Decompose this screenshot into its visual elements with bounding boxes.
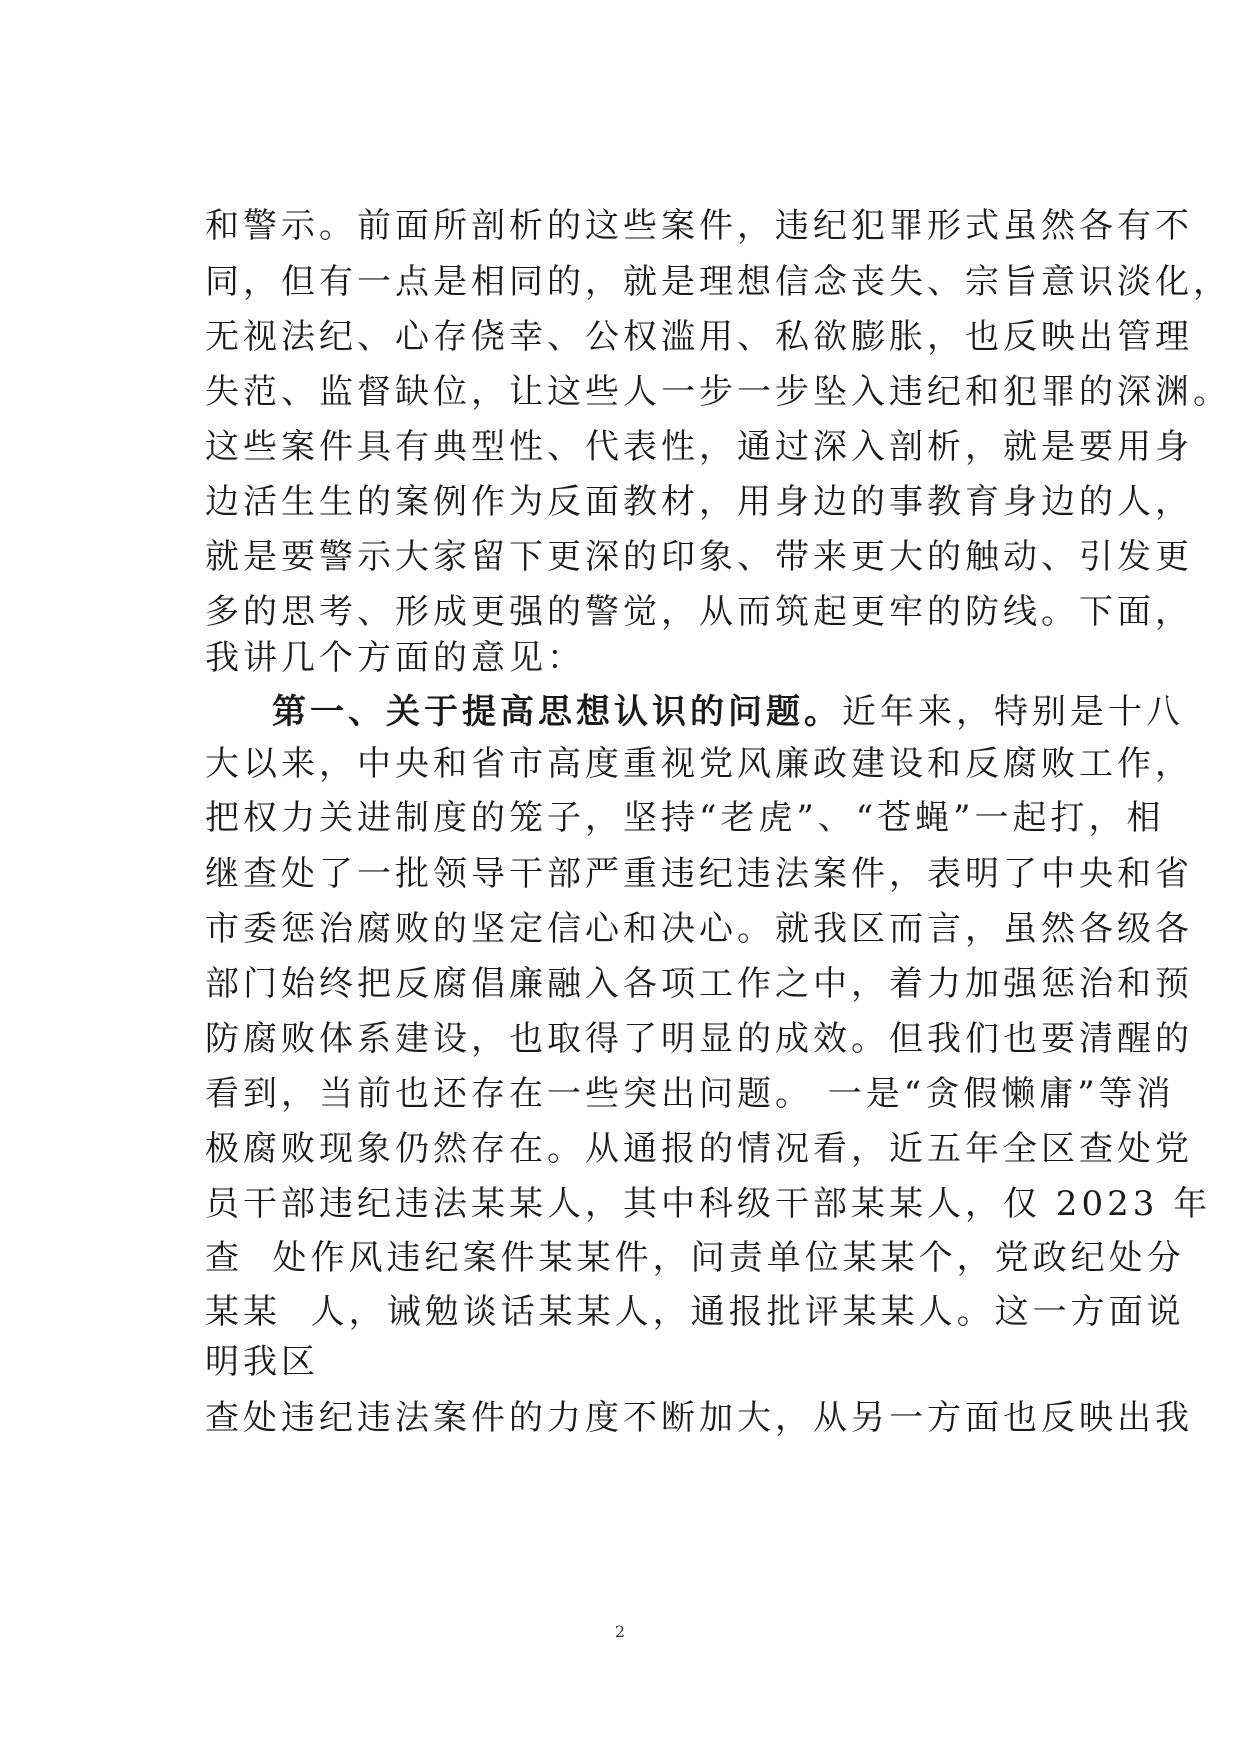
text-line: 这些案件具有典型性、代表性，通过深入剖析，就是要用身 [205, 427, 1193, 467]
text-line: 防腐败体系建设，也取得了明显的成效。但我们也要清醒的 [205, 1019, 1193, 1059]
text-line: 大以来，中央和省市高度重视党风廉政建设和反腐败工作， [205, 744, 1193, 784]
text-line: 就是要警示大家留下更深的印象、带来更大的触动、引发更 [205, 537, 1193, 577]
section-heading-rest: 近年来，特别是十八 [842, 692, 1184, 732]
text-line: 多的思考、形成更强的警觉，从而筑起更牢的防线。下面， [205, 592, 1193, 632]
section-heading-line [272, 690, 1184, 734]
text-line: 部门始终把反腐倡廉融入各项工作之中，着力加强惩治和预 [205, 964, 1193, 1004]
text-line: 市委惩治腐败的坚定信心和决心。就我区而言，虽然各级各 [205, 909, 1193, 949]
text-line: 把权力关进制度的笼子，坚持“老虎”、“苍蝇”一起打，相 [205, 798, 1165, 838]
text-line: 边活生生的案例作为反面教材，用身边的事教育身边的人， [205, 482, 1193, 522]
text-line: 我讲几个方面的意见： [205, 638, 585, 678]
text-line: 和警示。前面所剖析的这些案件，违纪犯罪形式虽然各有不 [205, 206, 1193, 246]
text-line: 某某 人，诫勉谈话某某人，通报批评某某人。这一方面说 [205, 1292, 1185, 1332]
section-heading: 第一、关于提高思想认识的问题。 [272, 692, 842, 732]
text-line: 无视法纪、心存侥幸、公权滥用、私欲膨胀，也反映出管理 [205, 317, 1193, 357]
text-line: 员干部违纪违法某某人，其中科级干部某某人，仅 2023 年 [205, 1184, 1212, 1224]
text-line: 查处违纪违法案件的力度不断加大，从另一方面也反映出我 [205, 1398, 1193, 1438]
text-line: 失范、监督缺位，让这些人一步一步坠入违纪和犯罪的深渊。 [205, 372, 1231, 412]
text-line: 查 处作风违纪案件某某件，问责单位某某个，党政纪处分 [205, 1238, 1185, 1278]
text-line: 明我区 [205, 1342, 319, 1382]
text-line: 看到，当前也还存在一些突出问题。 一是“贪假懒庸”等消 [205, 1074, 1175, 1114]
page-number: 2 [614, 1622, 626, 1641]
text-line: 极腐败现象仍然存在。从通报的情况看，近五年全区查处党 [205, 1129, 1193, 1169]
text-line: 同，但有一点是相同的，就是理想信念丧失、宗旨意识淡化， [205, 262, 1231, 302]
text-line: 继查处了一批领导干部严重违纪违法案件，表明了中央和省 [205, 854, 1193, 894]
